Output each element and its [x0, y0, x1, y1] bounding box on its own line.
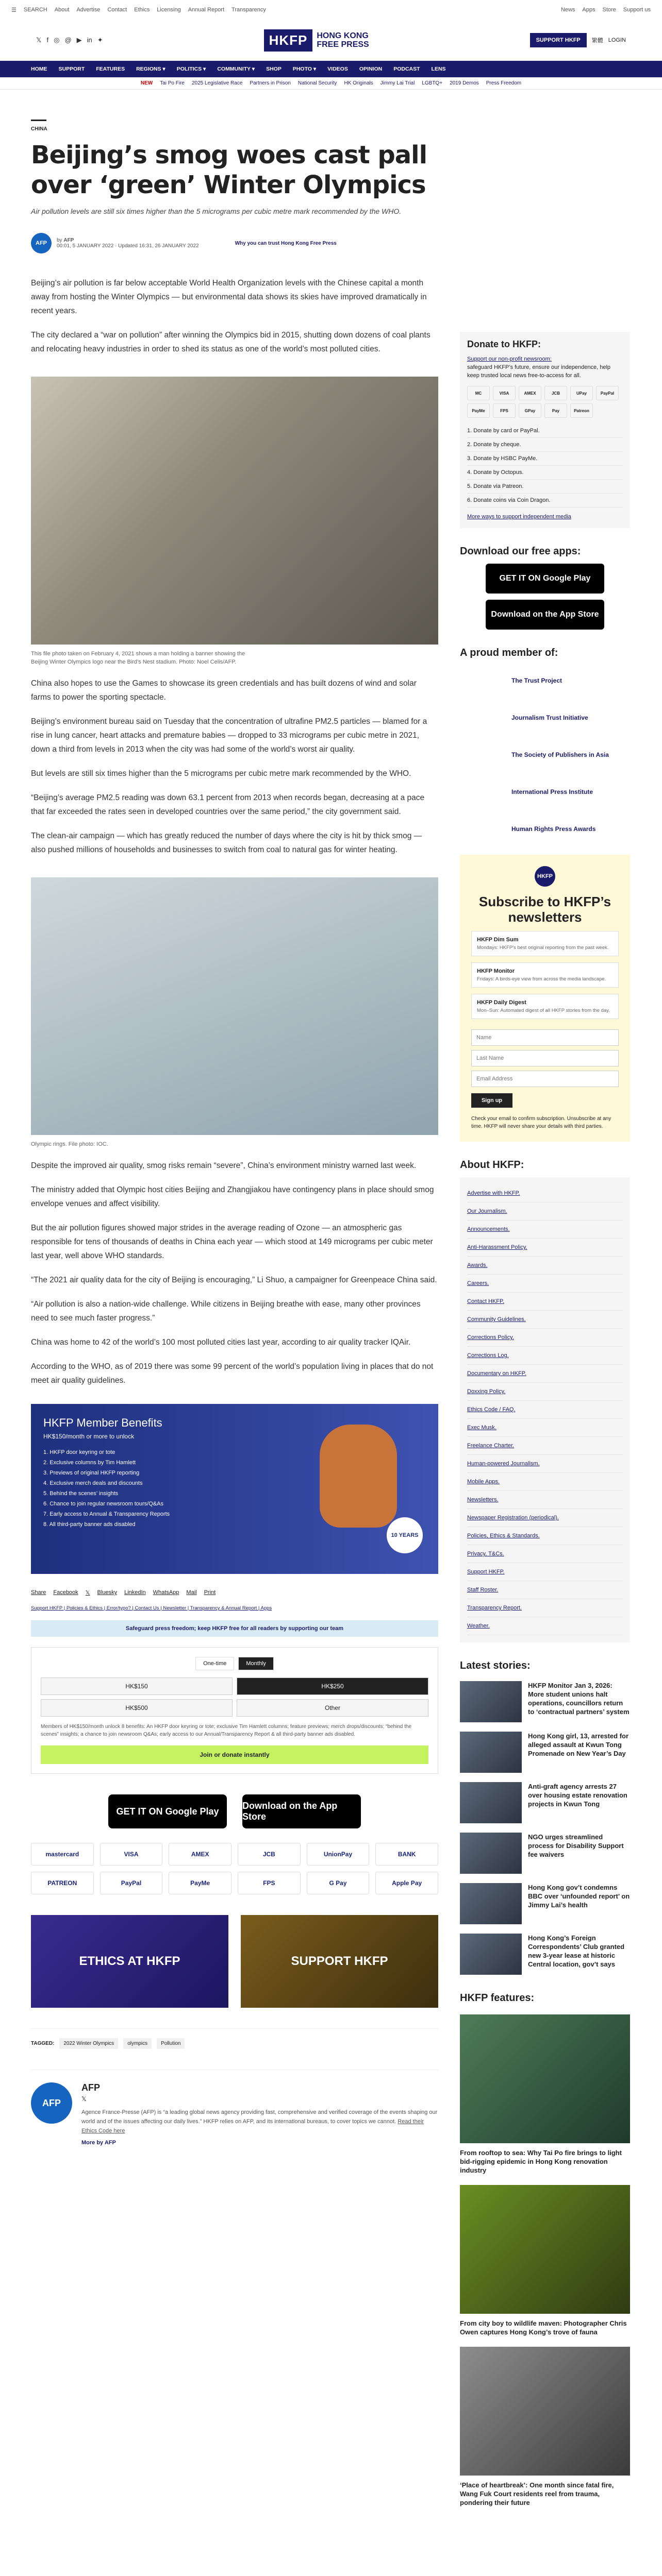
story-title[interactable]: HKFP Monitor Jan 3, 2026: More student unions halt operations, councillors return to ‘contractual partners’ system: [528, 1682, 630, 1716]
top-utility-bar: [0, 0, 662, 20]
about-link[interactable]: Transparency Report.: [467, 1599, 623, 1617]
more-by-author-link[interactable]: More by AFP: [81, 2140, 116, 2146]
about-link[interactable]: Careers.: [467, 1275, 623, 1293]
author-avatar[interactable]: AFP: [31, 233, 52, 253]
benefit-item: 8. All third-party banner ads disabled: [43, 1521, 136, 1528]
author-box-name[interactable]: AFP: [81, 2082, 100, 2093]
x-icon[interactable]: 𝕏: [36, 36, 42, 44]
feature-item[interactable]: [460, 2347, 630, 2507]
unionpay-logo: UnionPay: [307, 1843, 370, 1866]
bank-logo: BANK: [375, 1843, 438, 1866]
member-benefits-banner[interactable]: [31, 1404, 438, 1574]
donation-note: Members of HK$150/month unlock 8 benefits: An HKFP door keyring or tote; exclusive Tim Hamlett columns; feature previews; merch drops/discounts; “behind the scenes” insights; a chance to join newsroom Q&As; early access to our Annual/Transparency Report & all third-party banner ads disabled.: [41, 1724, 412, 1737]
signup-button[interactable]: Sign up: [471, 1093, 512, 1108]
new-badge: NEW: [140, 80, 153, 86]
about-heading: About HKFP:: [460, 1159, 524, 1171]
share-label: Share: [31, 1589, 46, 1596]
sidebar-app-store[interactable]: Download on the App Store: [486, 600, 604, 630]
article: [31, 90, 438, 2507]
olympic-rings-photo: [31, 877, 438, 1135]
about-link[interactable]: Staff Roster.: [467, 1581, 623, 1599]
feature-title[interactable]: From rooftop to sea: Why Tai Po fire brings to light bid-rigging epidemic in Hong Kong renovation industry: [460, 2149, 622, 2174]
logo-box: HKFP: [264, 29, 313, 52]
store-link[interactable]: Store: [602, 7, 616, 13]
article-category[interactable]: CHINA: [31, 120, 46, 132]
by-label: by: [57, 238, 62, 243]
feature-image: [460, 2014, 630, 2143]
card-logo: PayPal: [596, 386, 619, 400]
about-link[interactable]: Privacy, T&Cs.: [467, 1545, 623, 1563]
feature-image: [460, 2185, 630, 2314]
nav-opinion[interactable]: OPINION: [359, 66, 383, 72]
card-logo: Patreon: [570, 403, 593, 418]
story-thumbnail: [460, 1833, 522, 1874]
facebook-icon[interactable]: f: [46, 36, 49, 44]
donate-heading: Donate to HKFP:: [467, 339, 541, 349]
one-time-tab[interactable]: One-time: [195, 1657, 234, 1670]
paragraph: According to the WHO, as of 2019 there was some 99 percent of the world’s population living in places that do not meet air quality guidelines.: [31, 1362, 434, 1385]
visa-logo: VISA: [100, 1843, 163, 1866]
donate-way-item[interactable]: 6. Donate coins via Coin Dragon.: [467, 494, 623, 507]
donation-widget: [31, 1647, 438, 1774]
latest-story[interactable]: [460, 1681, 630, 1722]
card-logo: GPay: [519, 403, 541, 418]
safeguard-banner[interactable]: Safeguard press freedom; keep HKFP free for all readers by supporting our team: [31, 1620, 438, 1637]
benefit-item: 5. Behind the scenes’ insights: [43, 1490, 119, 1497]
app-store-button[interactable]: Download on the App Store: [242, 1794, 361, 1828]
paragraph: “Air pollution is also a nation-wide challenge. While citizens in Beijing breathe with ease, many other provinces need to see much faster progress.”: [31, 1300, 421, 1323]
fps-logo: FPS: [238, 1872, 301, 1894]
paragraph: Despite the improved air quality, smog risks remain “severe”, China’s environment ministry warned last week.: [31, 1161, 417, 1170]
paragraph: The city declared a “war on pollution” after winning the Olympics bid in 2015, shutting down dozens of coal plants and relocating heavy industries in order to shed its status as one of the world’s most polluted cities.: [31, 331, 431, 353]
story-title[interactable]: NGO urges streamlined process for Disability Support fee waivers: [528, 1833, 624, 1858]
bluesky-icon[interactable]: ✦: [97, 36, 103, 44]
newsletter-option[interactable]: [471, 931, 619, 956]
paragraph: But levels are still six times higher than the 5 micrograms per cubic metre mark recommended by the WHO.: [31, 769, 411, 778]
trust-link[interactable]: Why you can trust Hong Kong Free Press: [235, 240, 337, 246]
features-heading: HKFP features:: [460, 1992, 535, 2004]
latest-story[interactable]: [460, 1732, 630, 1773]
nav-politics[interactable]: POLITICS ▾: [176, 66, 206, 72]
linkedin-icon[interactable]: in: [87, 36, 92, 44]
language-link[interactable]: 繁體: [591, 38, 603, 44]
card-logo: MC: [467, 386, 490, 400]
card-logo: UPay: [570, 386, 593, 400]
google-play-button[interactable]: GET IT ON Google Play: [108, 1794, 227, 1828]
newsletter-option[interactable]: [471, 994, 619, 1019]
patreon-logo: PATREON: [31, 1872, 94, 1894]
article-subtitle: Air pollution levels are still six times higher than the 5 micrograms per cubic metre mark recommended by the WHO.: [31, 207, 402, 215]
paragraph: Beijing’s environment bureau said on Tuesday that the concentration of ultrafine PM2.5 particles — blamed for a rise in lung cancer, heart attacks and premature babies — dropped to 33 micrograms per cubic metre in 2021, down a third from levels in 2013 when the city was had some of the world’s worst air quality.: [31, 717, 427, 754]
news-link[interactable]: News: [560, 7, 575, 13]
donate-way-item[interactable]: 5. Donate via Patreon.: [467, 480, 623, 494]
nav-home[interactable]: HOME: [31, 66, 47, 72]
byline: AFP by AFP 00:01, 5 JANUARY 2022 · Updated 16:31, 26 JANUARY 2022 Why you can trust Hong Kong Free Press: [31, 233, 438, 253]
donate-link[interactable]: Support our non-profit newsroom:: [467, 356, 552, 362]
about-link[interactable]: Contact HKFP.: [467, 1293, 623, 1311]
tag-chip[interactable]: olympics: [123, 2038, 152, 2049]
last-name-input[interactable]: Last Name: [471, 1050, 619, 1066]
support-us-link[interactable]: Support us: [623, 7, 651, 13]
share-facebook[interactable]: Facebook: [53, 1589, 78, 1596]
apps-heading: Download our free apps:: [460, 546, 581, 557]
benefit-item: 3. Previews of original HKFP reporting: [43, 1470, 140, 1476]
story-thumbnail: [460, 1681, 522, 1722]
tag-link[interactable]: Tai Po Fire: [160, 80, 185, 86]
more-ways-link[interactable]: More ways to support independent media: [467, 514, 571, 520]
story-thumbnail: [460, 1934, 522, 1975]
anniversary-badge: 10 YEARS: [387, 1517, 423, 1553]
nav-lens[interactable]: LENS: [431, 66, 446, 72]
deer-mascot: [320, 1425, 397, 1528]
benefit-item: 6. Chance to join regular newsroom tours/Q&As: [43, 1501, 163, 1507]
donate-way-item[interactable]: 2. Donate by cheque.: [467, 438, 623, 452]
benefit-item: 1. HKFP door keyring or tote: [43, 1449, 115, 1455]
newsletter-note: Check your email to confirm subscription. Unsubscribe at any time. HKFP will never share your details with third parties.: [471, 1116, 611, 1129]
main-nav: [0, 61, 662, 77]
name-input[interactable]: Name: [471, 1029, 619, 1046]
nav-photo[interactable]: PHOTO ▾: [292, 66, 317, 72]
payment-logos: [31, 1843, 438, 1894]
card-logo: VISA: [493, 386, 516, 400]
feature-title[interactable]: ‘Place of heartbreak’: One month since fatal fire, Wang Fuk Court residents reel from trauma, pondering their future: [460, 2481, 614, 2506]
tag-link[interactable]: LGBTQ+: [422, 80, 443, 86]
sidebar-google-play[interactable]: GET IT ON Google Play: [486, 564, 604, 594]
banner-subtitle: HK$150/month or more to unlock: [43, 1433, 135, 1440]
paragraph: But the air pollution figures showed major strides in the average reading of Ozone — an atmospheric gas responsible for tens of thousands of deaths in China each year — which stood at 149 micrograms per cubic meter last year, well above WHO standards.: [31, 1224, 433, 1260]
about-link[interactable]: Corrections Log.: [467, 1347, 623, 1365]
trust-project-logo[interactable]: The Trust Project: [511, 677, 562, 684]
newsletter-title: HKFP Monitor: [477, 968, 515, 974]
story-title[interactable]: Anti-graft agency arrests 27 over housing estate renovation projects in Kwun Tong: [528, 1783, 627, 1808]
jcb-logo: JCB: [238, 1843, 301, 1866]
publish-date: 00:01, 5 JANUARY 2022: [57, 243, 114, 249]
tag-chip[interactable]: 2022 Winter Olympics: [59, 2038, 118, 2049]
share-print[interactable]: Print: [204, 1589, 216, 1596]
nav-support[interactable]: SUPPORT: [58, 66, 85, 72]
licensing-link[interactable]: Licensing: [157, 7, 181, 13]
benefit-item: 4. Exclusive merch deals and discounts: [43, 1480, 143, 1486]
author-name[interactable]: AFP: [63, 238, 74, 243]
story-title[interactable]: Hong Kong’s Foreign Correspondents’ Club granted new 3-year lease at historic Central location, gov’t says: [528, 1934, 625, 1968]
author-box: [31, 2070, 438, 2146]
logo-text: [317, 31, 369, 49]
donate-way-item[interactable]: 3. Donate by HSBC PayMe.: [467, 452, 623, 466]
latest-story[interactable]: [460, 1782, 630, 1823]
logo-line-1: HONG KONG: [317, 31, 369, 40]
tag-link[interactable]: Partners in Prison: [250, 80, 291, 86]
paragraph: “Beijing’s average PM2.5 reading was down 63.1 percent from 2013 when records began, decreasing at a pace that far exceeded the rates seen in developed countries over the same period,” the city government said.: [31, 793, 425, 816]
support-hkfp-button[interactable]: SUPPORT HKFP: [530, 33, 587, 47]
threads-icon[interactable]: @: [64, 36, 72, 44]
about-link[interactable]: Support HKFP.: [467, 1563, 623, 1581]
logo-line-2: FREE PRESS: [317, 40, 369, 49]
about-link[interactable]: Exec Musk.: [467, 1419, 623, 1437]
tag-link[interactable]: HK Originals: [344, 80, 373, 86]
tag-link[interactable]: 2019 Demos: [450, 80, 479, 86]
benefit-item: 7. Early access to Annual & Transparency Reports: [43, 1511, 170, 1517]
hkfp-logo[interactable]: [264, 29, 369, 52]
latest-story[interactable]: [460, 1934, 630, 1975]
about-link[interactable]: Human-powered Journalism.: [467, 1455, 623, 1473]
nav-podcast[interactable]: PODCAST: [393, 66, 420, 72]
login-link[interactable]: LOGIN: [608, 37, 626, 43]
about-link[interactable]: Weather.: [467, 1617, 623, 1635]
instagram-icon[interactable]: ◎: [54, 36, 60, 44]
trending-tags: [0, 77, 662, 90]
annual-report-link[interactable]: Annual Report: [188, 7, 225, 13]
story-thumbnail: [460, 1732, 522, 1773]
share-bluesky[interactable]: Bluesky: [97, 1589, 118, 1596]
share-bar: [31, 1589, 438, 1596]
nav-regions[interactable]: REGIONS ▾: [136, 66, 166, 72]
paragraph: Beijing’s air pollution is far below acceptable World Health Organization levels with the Chinese capital a month away from hosting the Winter Olympics — but environmental data shows its skies have improved dramatically in recent years.: [31, 279, 427, 315]
newsletter-heading: Subscribe to HKFP’s newsletters: [478, 894, 611, 925]
member-heading: A proud member of:: [460, 647, 558, 658]
masthead: [0, 20, 662, 61]
transparency-link[interactable]: Transparency: [231, 7, 266, 13]
amount-option[interactable]: HK$150: [41, 1677, 233, 1695]
card-logo: AMEX: [519, 386, 541, 400]
join-donate-button[interactable]: Join or donate instantly: [41, 1745, 428, 1764]
amount-options: [41, 1677, 428, 1717]
donate-way-item[interactable]: 1. Donate by card or PayPal.: [467, 424, 623, 438]
about-link[interactable]: Anti-Harassment Policy.: [467, 1239, 623, 1257]
updated-date: Updated 16:31, 26 JANUARY 2022: [118, 243, 199, 249]
article-footer-links[interactable]: Support HKFP | Policies & Ethics | Error/typo? | Contact Us | Newsletter | Transparency & Annual Report | Apps: [31, 1605, 272, 1611]
about-link[interactable]: Doxxing Policy.: [467, 1383, 623, 1401]
about-link[interactable]: Freelance Charter.: [467, 1437, 623, 1455]
card-logo: FPS: [493, 403, 516, 418]
about-link[interactable]: Announcements.: [467, 1221, 623, 1239]
about-link[interactable]: About: [54, 7, 70, 13]
jti-logo[interactable]: Journalism Trust Initiative: [511, 714, 588, 721]
ethics-code-link[interactable]: Read their Ethics Code here: [81, 2119, 424, 2134]
article-title: Beijing’s smog woes cast pall over ‘green’ Winter Olympics: [31, 141, 427, 199]
card-logo: Pay: [544, 403, 567, 418]
share-mail[interactable]: Mail: [186, 1589, 197, 1596]
app-store-badges: [31, 1794, 438, 1828]
photo-caption: Olympic rings. File photo: IOC.: [31, 1141, 108, 1147]
paragraph: China was home to 42 of the world’s 100 most polluted cities last year, according to air quality tracker IQAir.: [31, 1338, 411, 1347]
mastercard-logo: mastercard: [31, 1843, 94, 1866]
beijing-olympics-photo: [31, 377, 438, 645]
about-links: [460, 1177, 630, 1642]
search-link[interactable]: SEARCH: [23, 7, 47, 13]
social-links: [36, 36, 103, 44]
photo-caption: This file photo taken on February 4, 2021 shows a man holding a banner showing the Beijing Winter Olympics logo near the Bird’s Nest stadium. Photo: Noel Celis/AFP.: [31, 651, 245, 665]
story-title[interactable]: Hong Kong gov’t condemns BBC over ‘unfounded report’ on Jimmy Lai’s health: [528, 1884, 630, 1909]
amex-logo: AMEX: [169, 1843, 231, 1866]
author-x-icon[interactable]: 𝕏: [81, 2095, 87, 2103]
monthly-tab[interactable]: Monthly: [238, 1657, 274, 1670]
newsletter-desc: Fridays: A birds-eye view from across the media landscape.: [477, 976, 606, 982]
newsletter-title: HKFP Daily Digest: [477, 999, 526, 1006]
author-bio: Agence France-Presse (AFP) is “a leading global news agency providing fast, comprehensive and verified coverage of the events shaping our world and of the issues affecting our daily lives.” HKFP relies on AFP, and its international bureaus, to cover topics we cannot.: [81, 2109, 438, 2125]
sidebar: [460, 90, 630, 2507]
banner-title: HKFP Member Benefits: [43, 1416, 162, 1429]
story-title[interactable]: Hong Kong girl, 13, arrested for alleged assault at Kwun Tong Promenade on New Year’s Day: [528, 1732, 629, 1757]
latest-story[interactable]: [460, 1883, 630, 1924]
latest-heading: Latest stories:: [460, 1660, 531, 1671]
newsletter-title: HKFP Dim Sum: [477, 937, 519, 943]
nav-features[interactable]: FEATURES: [96, 66, 125, 72]
paragraph: “The 2021 air quality data for the city of Beijing is encouraging,” Li Shuo, a campaigner for Greenpeace China said.: [31, 1276, 437, 1284]
share-whatsapp[interactable]: WhatsApp: [153, 1589, 179, 1596]
newsletter-logo: HKFP: [535, 866, 555, 887]
about-link[interactable]: Community Guidelines.: [467, 1311, 623, 1329]
support-promo[interactable]: SUPPORT HKFP: [241, 1915, 438, 2008]
applepay-logo: Apple Pay: [375, 1872, 438, 1894]
feature-image: [460, 2347, 630, 2476]
promo-banners: [31, 1915, 438, 2008]
nav-videos[interactable]: VIDEOS: [327, 66, 348, 72]
paragraph: The ministry added that Olympic host cities Beijing and Zhangjiakou have contingency plans in place should smog envelope venues and affect visibility.: [31, 1185, 434, 1208]
paypal-logo: PayPal: [100, 1872, 163, 1894]
donate-ways: [467, 424, 623, 507]
hrpa-logo[interactable]: Human Rights Press Awards: [511, 825, 596, 833]
latest-story[interactable]: [460, 1833, 630, 1874]
tagged-label: TAGGED:: [31, 2041, 55, 2046]
apps-link[interactable]: Apps: [582, 7, 595, 13]
amount-option-other[interactable]: Other: [237, 1699, 428, 1717]
tag-link[interactable]: National Security: [297, 80, 337, 86]
story-thumbnail: [460, 1883, 522, 1924]
ipi-logo[interactable]: International Press Institute: [511, 788, 593, 795]
paragraph: The clean-air campaign — which has greatly reduced the number of days where the city is hit by thick smog — also pushed millions of households and businesses to switch from coal to natural gas for winter heating.: [31, 832, 422, 854]
gpay-logo: G Pay: [307, 1872, 370, 1894]
card-logo: JCB: [544, 386, 567, 400]
about-link[interactable]: Mobile Apps.: [467, 1473, 623, 1491]
newsletter-desc: Mon–Sun: Automated digest of all HKFP stories from the day.: [477, 1008, 610, 1013]
tag-link[interactable]: Press Freedom: [486, 80, 522, 86]
about-link[interactable]: Policies, Ethics & Standards.: [467, 1527, 623, 1545]
about-link[interactable]: Newspaper Registration (periodical).: [467, 1509, 623, 1527]
donate-way-item[interactable]: 4. Donate by Octopus.: [467, 466, 623, 480]
youtube-icon[interactable]: ▶: [76, 36, 82, 44]
newsletter-option[interactable]: [471, 962, 619, 988]
about-link[interactable]: Our Journalism.: [467, 1202, 623, 1221]
menu-icon[interactable]: ☰: [11, 7, 16, 13]
payme-logo: PayMe: [169, 1872, 231, 1894]
ethics-promo[interactable]: ETHICS AT HKFP: [31, 1915, 228, 2008]
contact-link[interactable]: Contact: [107, 7, 127, 13]
feature-item[interactable]: [460, 2185, 630, 2336]
share-x[interactable]: 𝕏: [85, 1590, 90, 1596]
newsletter-desc: Mondays: HKFP’s best original reporting from the past week.: [477, 945, 609, 951]
sopa-logo[interactable]: The Society of Publishers in Asia: [511, 751, 609, 758]
paragraph: China also hopes to use the Games to showcase its green credentials and has built dozens of wind and solar farms to power the sporting spectacle.: [31, 679, 417, 702]
card-logo: PayMe: [467, 403, 490, 418]
article-tags: [31, 2028, 438, 2049]
about-link[interactable]: Documentary on HKFP.: [467, 1365, 623, 1383]
about-link[interactable]: Corrections Policy.: [467, 1329, 623, 1347]
tag-chip[interactable]: Pollution: [157, 2038, 185, 2049]
advertise-link[interactable]: Advertise: [76, 7, 101, 13]
card-logos: [467, 386, 623, 418]
story-thumbnail: [460, 1782, 522, 1823]
ethics-link[interactable]: Ethics: [134, 7, 150, 13]
author-avatar-large[interactable]: AFP: [31, 2082, 72, 2124]
email-input[interactable]: Email Address: [471, 1071, 619, 1087]
about-link[interactable]: Newsletters.: [467, 1491, 623, 1509]
tag-link[interactable]: 2025 Legislative Race: [192, 80, 243, 86]
amount-option-selected[interactable]: HK$250: [237, 1677, 428, 1695]
about-link[interactable]: Awards.: [467, 1257, 623, 1275]
amount-option[interactable]: HK$500: [41, 1699, 233, 1717]
nav-shop[interactable]: SHOP: [266, 66, 282, 72]
feature-item[interactable]: [460, 2014, 630, 2175]
donate-text: safeguard HKFP’s future, ensure our independence, help keep trusted local news free-to-access for all.: [467, 364, 611, 379]
tag-link[interactable]: Jimmy Lai Trial: [380, 80, 415, 86]
feature-title[interactable]: From city boy to wildlife maven: Photographer Chris Owen captures Hong Kong’s trove of fauna: [460, 2319, 627, 2336]
about-link[interactable]: Ethics Code / FAQ.: [467, 1401, 623, 1419]
share-linkedin[interactable]: LinkedIn: [124, 1589, 146, 1596]
benefit-item: 2. Exclusive columns by Tim Hamlett: [43, 1460, 136, 1466]
donate-box: [460, 332, 630, 528]
about-link[interactable]: Advertise with HKFP.: [467, 1184, 623, 1202]
frequency-toggle: [41, 1657, 428, 1670]
nav-community[interactable]: COMMUNITY ▾: [217, 66, 255, 72]
newsletter-box: [460, 855, 630, 1142]
